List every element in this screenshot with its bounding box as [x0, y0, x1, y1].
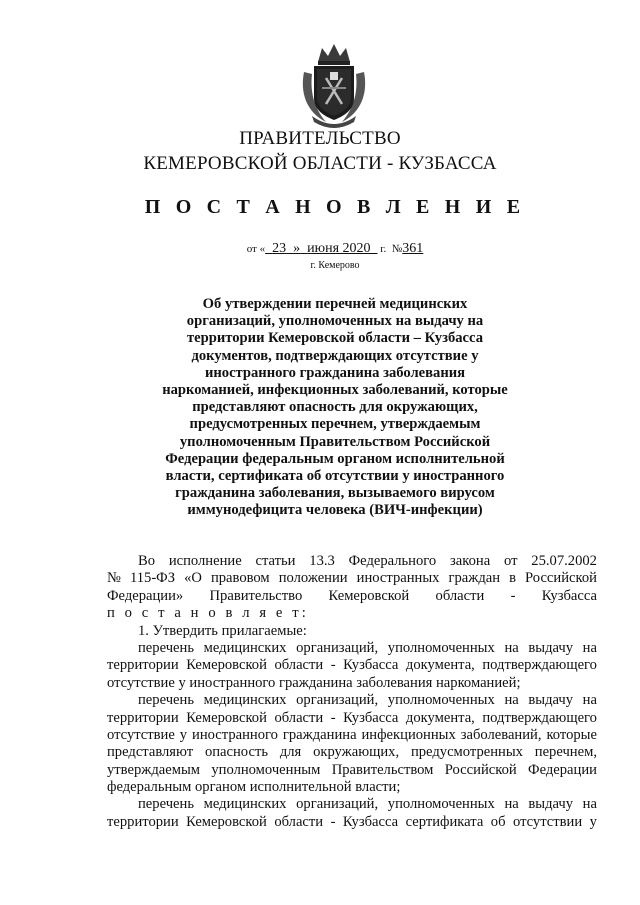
government-name-line1: ПРАВИТЕЛЬСТВО	[239, 128, 401, 149]
body-line: представляют опасность для окружающих, предусмотренных перечнем,	[107, 744, 597, 761]
body-line: перечень медицинских организаций, уполномоченных на выдачу на	[138, 639, 597, 656]
document-number: 361	[402, 241, 424, 256]
date-month-year: июня 2020	[307, 241, 371, 256]
date-day: 23	[272, 241, 287, 256]
number-prefix: №	[391, 243, 403, 255]
body-line: территории Кемеровской области - Кузбасса документа, подтверждающего	[107, 709, 597, 726]
government-name-line2: КЕМЕРОВСКОЙ ОБЛАСТИ - КУЗБАССА	[143, 153, 497, 174]
coat-of-arms-icon	[298, 42, 370, 128]
title-line: уполномоченным Правительством Российской	[179, 433, 491, 450]
title-line: предусмотренных перечнем, утверждаемым	[189, 416, 481, 433]
document-body	[107, 553, 597, 831]
date-year-suffix: г.	[380, 243, 387, 255]
body-line: № 115-ФЗ «О правовом положении иностранных граждан в Российской	[107, 570, 597, 587]
document-type-heading: П О С Т А Н О В Л Е Н И Е	[144, 196, 526, 218]
title-line: документов, подтверждающих отсутствие у	[191, 347, 479, 364]
title-line: власти, сертификата об отсутствии у иностранного	[165, 468, 505, 485]
date-number-line	[0, 241, 640, 257]
title-line: Об утверждении перечней медицинских	[202, 296, 468, 312]
body-line: Федерации» Правительство Кемеровской области - Кузбасса	[107, 587, 597, 604]
body-line: федеральным органом исполнительной власти;	[107, 779, 401, 796]
body-line: утверждаемым уполномоченным Правительством Российской Федерации	[107, 761, 597, 778]
title-line: гражданина заболевания, вызываемого вирусом	[175, 485, 495, 502]
body-line: отсутствие у иностранного гражданина заболевания наркоманией;	[107, 674, 521, 691]
document-title	[0, 296, 640, 520]
title-line: Федерации федеральным органом исполнительной	[165, 450, 505, 467]
date-sep: »	[293, 241, 301, 256]
body-line: территории Кемеровской области - Кузбасса документа, подтверждающего	[107, 657, 597, 674]
body-line: п о с т а н о в л я е т:	[107, 605, 309, 622]
date-prefix: от «	[246, 243, 266, 255]
body-line: территории Кемеровской области - Кузбасса сертификата об отсутствии у	[107, 813, 597, 830]
city-label: г. Кемерово	[310, 260, 360, 271]
body-line: отсутствие у иностранного гражданина инфекционных заболеваний, которые	[107, 726, 597, 743]
body-line: Во исполнение статьи 13.3 Федерального закона от 25.07.2002	[138, 553, 597, 569]
body-line: 1. Утвердить прилагаемые:	[138, 622, 307, 639]
body-line: перечень медицинских организаций, уполномоченных на выдачу на	[138, 692, 597, 709]
title-line: иммунодефицита человека (ВИЧ-инфекции)	[187, 502, 483, 519]
title-line: представляют опасность для окружающих,	[192, 399, 478, 416]
title-line: иностранного гражданина заболевания	[204, 364, 466, 381]
title-line: территории Кемеровской области – Кузбасса	[187, 330, 483, 347]
title-line: организаций, уполномоченных на выдачу на	[186, 313, 484, 330]
title-line: наркоманией, инфекционных заболеваний, которые	[162, 382, 508, 399]
body-line: перечень медицинских организаций, уполномоченных на выдачу на	[138, 796, 597, 813]
